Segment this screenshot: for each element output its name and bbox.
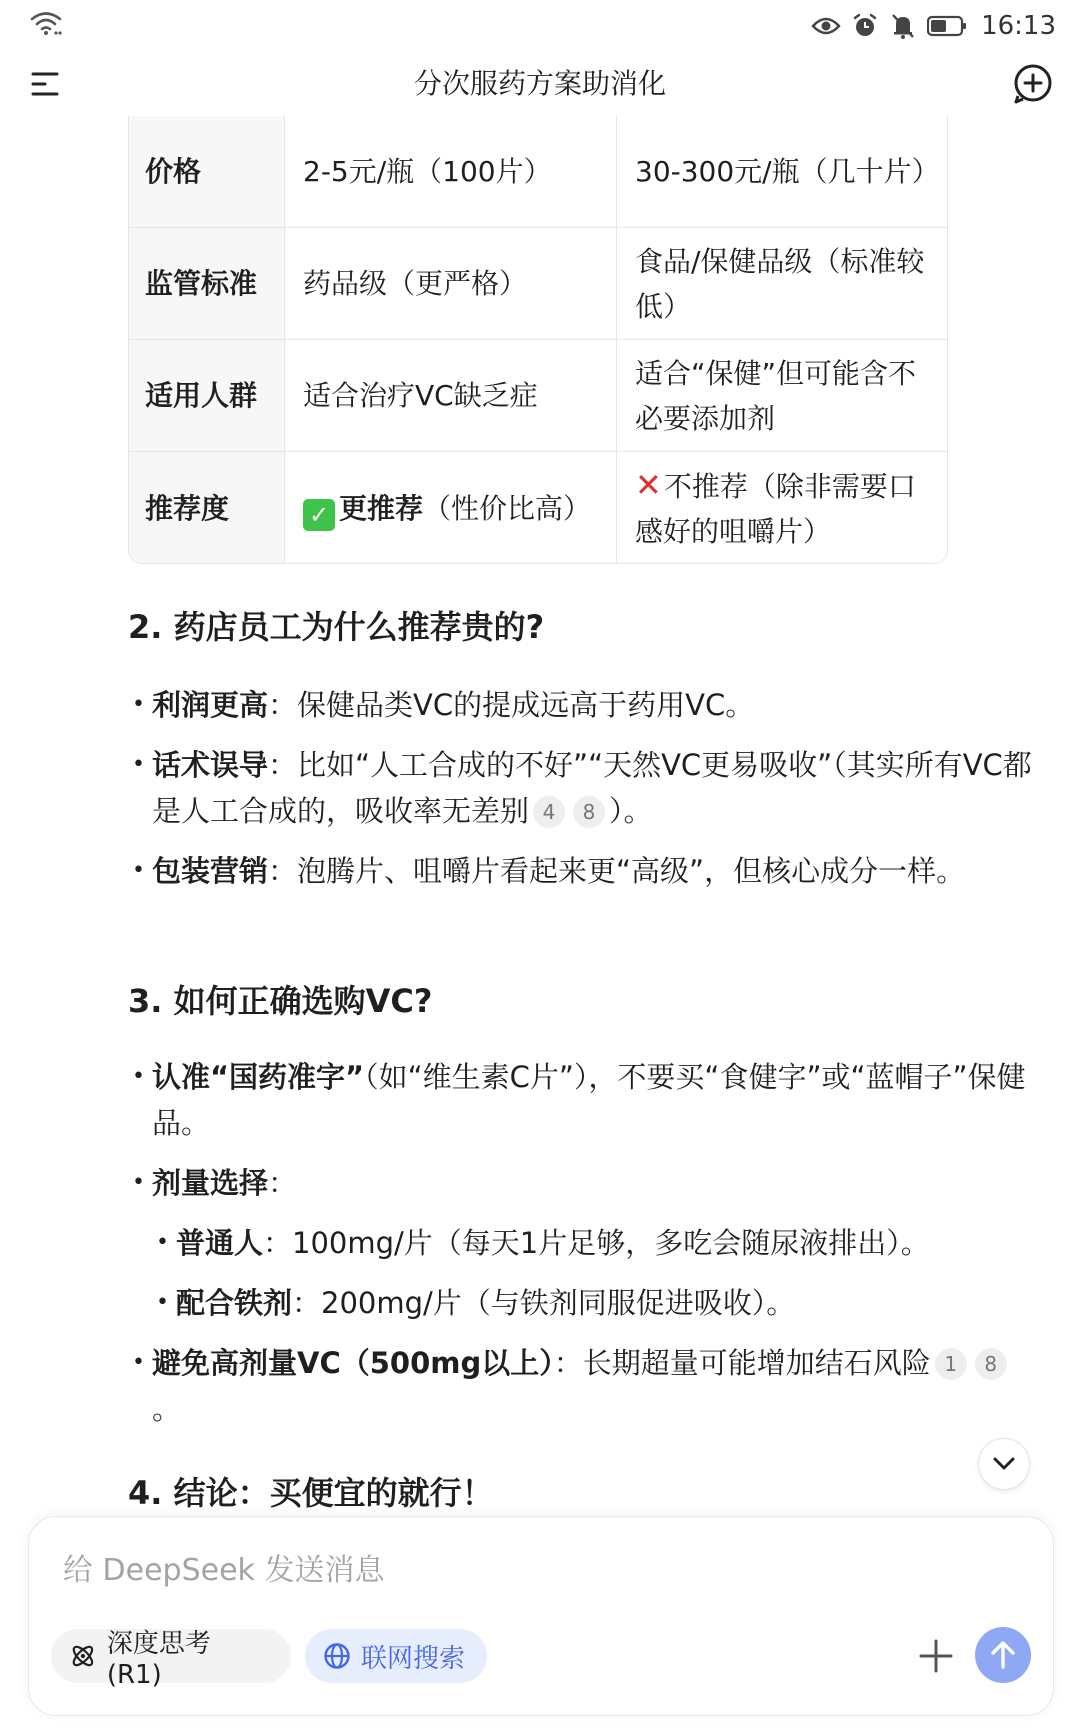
globe-icon bbox=[323, 1642, 351, 1670]
recommend-detail-text: （性价比高） bbox=[423, 491, 592, 525]
section-heading: 4. 结论：买便宜的就行！ bbox=[128, 1474, 494, 1512]
chevron-down-icon bbox=[992, 1456, 1016, 1472]
citation-badge[interactable]: 4 bbox=[533, 796, 565, 828]
eye-icon bbox=[811, 15, 841, 37]
row-label: 适用人群 bbox=[129, 340, 285, 451]
table-cell: 食品/保健品级（标准较低） bbox=[635, 244, 925, 323]
wifi-icon bbox=[30, 10, 62, 38]
bullet-dot: • bbox=[132, 1350, 145, 1375]
atom-icon bbox=[69, 1642, 97, 1670]
item-label: 包装营销 bbox=[152, 854, 269, 888]
item-text: ：泡腾片、咀嚼片看起来更“高级”，但核心成分一样。 bbox=[268, 854, 966, 888]
list-item bbox=[132, 848, 992, 894]
sub-list-item bbox=[156, 1280, 1026, 1326]
item-label: 话术误导 bbox=[152, 748, 269, 782]
citation-badge[interactable]: 1 bbox=[935, 1348, 967, 1380]
web-search-label: 联网搜索 bbox=[361, 1643, 466, 1674]
row-label: 价格 bbox=[129, 116, 285, 227]
bullet-dot: • bbox=[132, 858, 145, 883]
arrow-up-icon bbox=[990, 1640, 1016, 1670]
battery-icon bbox=[927, 15, 967, 37]
item-tail: ）。 bbox=[609, 794, 653, 828]
item-label: 避免高剂量VC（500mg以上） bbox=[152, 1346, 554, 1380]
list-item bbox=[132, 1054, 1032, 1146]
bullet-dot: • bbox=[132, 752, 145, 777]
mute-bell-icon bbox=[889, 12, 917, 40]
section-heading: 3. 如何正确选购VC? bbox=[128, 982, 433, 1020]
item-tail: 。 bbox=[152, 1392, 182, 1426]
sub-list-item bbox=[156, 1220, 1026, 1266]
top-app-bar bbox=[0, 52, 1080, 116]
table-cell: 药品级（更严格） bbox=[285, 228, 617, 339]
item-text: ： bbox=[268, 1166, 298, 1200]
table-row bbox=[129, 340, 948, 452]
deep-think-label: 深度思考 (R1) bbox=[106, 1628, 211, 1690]
list-item bbox=[132, 742, 1032, 834]
cross-mark-icon: ✕ bbox=[635, 465, 662, 504]
item-label: 利润更高 bbox=[152, 688, 269, 722]
send-button[interactable] bbox=[975, 1627, 1031, 1683]
deep-think-toggle[interactable] bbox=[51, 1628, 291, 1690]
table-cell: 30-300元/瓶（几十片） bbox=[635, 155, 940, 188]
item-label: 配合铁剂 bbox=[176, 1286, 293, 1320]
item-label: 认准“国药准字” bbox=[152, 1060, 365, 1094]
section-heading: 2. 药店员工为什么推荐贵的? bbox=[128, 608, 545, 646]
item-text: （如“维生素C片”），不要买“食健字”或“蓝帽子”保健品。 bbox=[152, 1060, 1026, 1140]
bullet-dot: • bbox=[156, 1290, 169, 1315]
bullet-dot: • bbox=[132, 692, 145, 717]
table-row bbox=[129, 228, 948, 340]
item-text: ：长期超量可能增加结石风险 bbox=[553, 1346, 931, 1380]
add-attachment-icon[interactable] bbox=[915, 1635, 957, 1677]
bullet-dot: • bbox=[132, 1170, 145, 1195]
list-item bbox=[132, 1340, 1032, 1432]
alarm-icon bbox=[851, 12, 879, 40]
table-cell bbox=[285, 452, 617, 564]
row-label: 推荐度 bbox=[129, 452, 285, 564]
recommend-strong-text: 更推荐 bbox=[339, 491, 424, 525]
web-search-toggle[interactable] bbox=[305, 1629, 487, 1683]
bullet-dot: • bbox=[156, 1230, 169, 1255]
item-text: ：200mg/片（与铁剂同服促进吸收）。 bbox=[292, 1286, 796, 1320]
table-row bbox=[129, 116, 948, 228]
item-text: ：比如“人工合成的不好”“天然VC更易吸收”（其实所有VC都是人工合成的，吸收率无差别 bbox=[152, 748, 1032, 828]
item-text: ：保健品类VC的提成远高于药用VC。 bbox=[268, 688, 755, 722]
bullet-dot: • bbox=[132, 1064, 145, 1089]
comparison-table bbox=[128, 116, 948, 564]
check-mark-icon: ✓ bbox=[303, 499, 335, 531]
list-item bbox=[132, 1160, 1032, 1206]
table-cell: 适合“保健”但可能含不必要添加剂 bbox=[635, 356, 917, 435]
item-label: 剂量选择 bbox=[152, 1166, 269, 1200]
row-label: 监管标准 bbox=[129, 228, 285, 339]
not-recommend-text: 不推荐（除非需要口感好的咀嚼片） bbox=[635, 469, 916, 548]
table-cell: 2-5元/瓶（100片） bbox=[285, 116, 617, 227]
message-composer bbox=[28, 1516, 1054, 1716]
page-title: 分次服药方案助消化 bbox=[413, 67, 666, 100]
table-cell bbox=[617, 452, 948, 564]
status-time: 16:13 bbox=[981, 11, 1056, 41]
new-chat-icon[interactable] bbox=[1012, 62, 1054, 104]
status-bar bbox=[0, 0, 1080, 52]
citation-badge[interactable]: 8 bbox=[573, 796, 605, 828]
item-label: 普通人 bbox=[176, 1226, 264, 1260]
citation-badge[interactable]: 8 bbox=[975, 1348, 1007, 1380]
scroll-to-bottom-button[interactable] bbox=[978, 1438, 1030, 1490]
table-row bbox=[129, 452, 948, 564]
list-item bbox=[132, 682, 1032, 728]
item-text: ：100mg/片（每天1片足够，多吃会随尿液排出）。 bbox=[263, 1226, 930, 1260]
message-input[interactable]: 给 DeepSeek 发送消息 bbox=[63, 1553, 385, 1588]
table-cell: 适合治疗VC缺乏症 bbox=[285, 340, 617, 451]
